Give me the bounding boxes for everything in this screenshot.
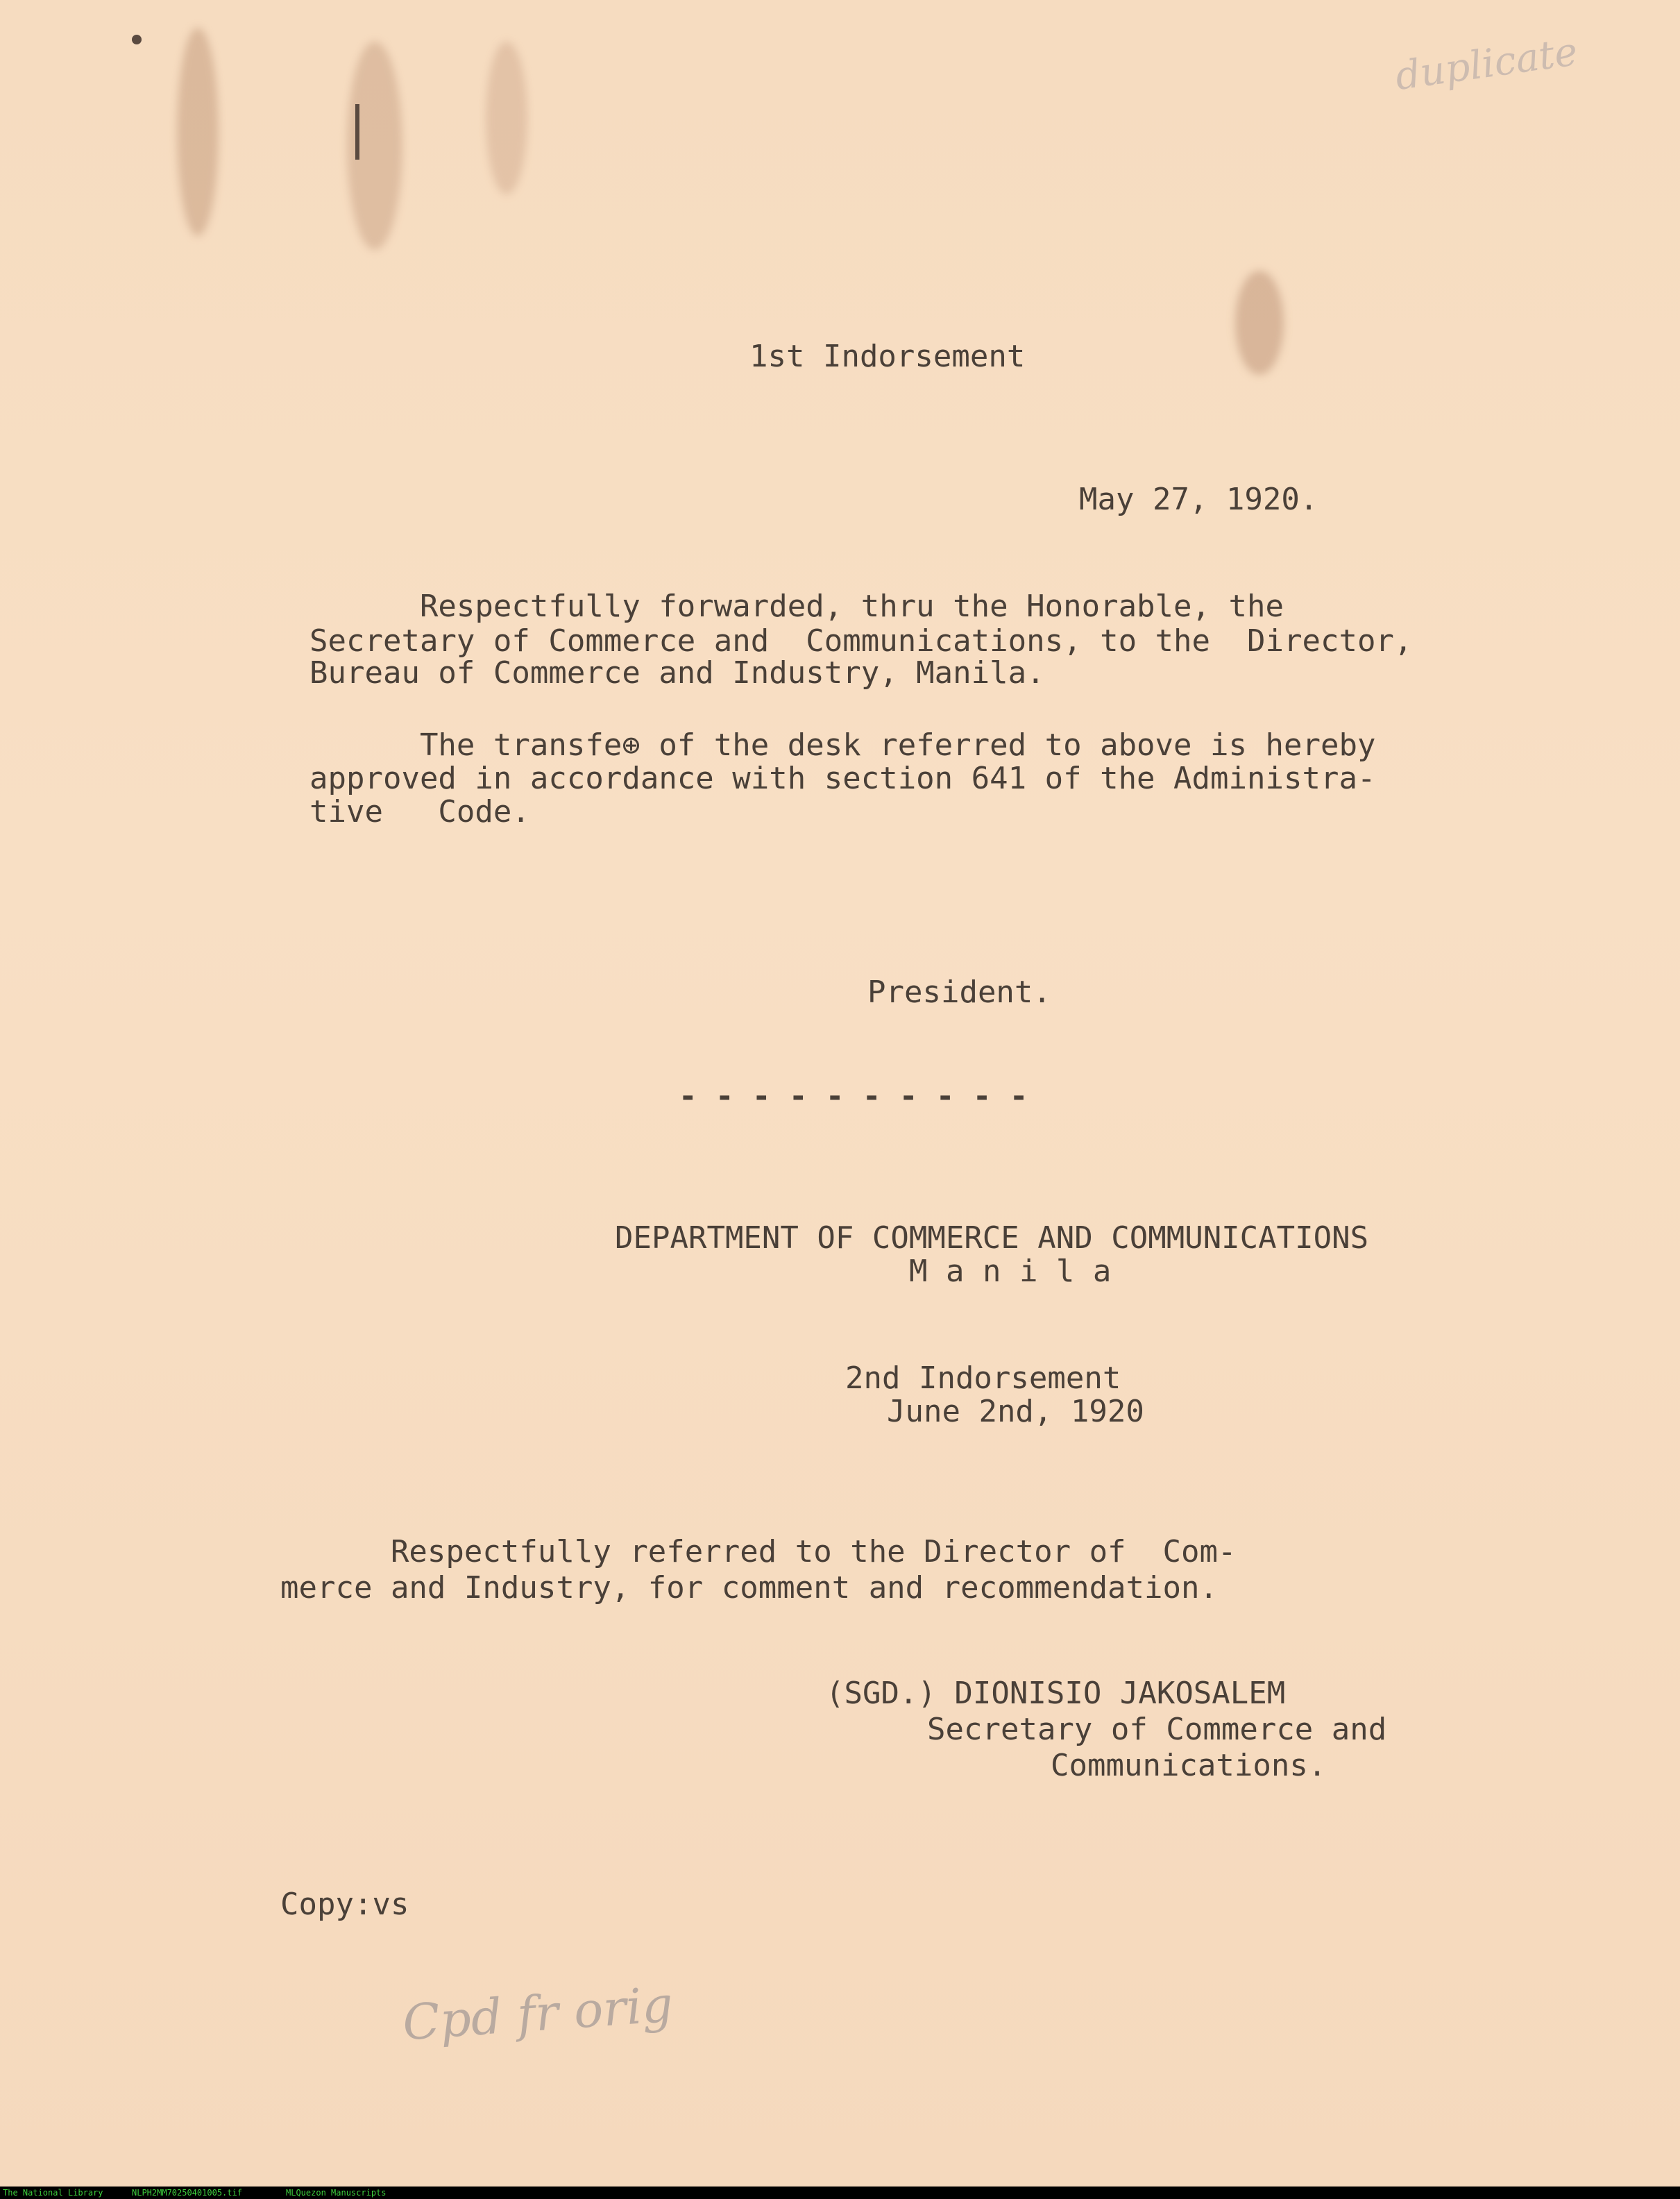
text-line: Respectfully referred to the Director of Com- (280, 1534, 1237, 1569)
footer-collection: MLQuezon Manuscripts (286, 2188, 387, 2198)
section-separator: - - - - - - - - - - (679, 1079, 1028, 1114)
footer-library: The National Library (3, 2188, 103, 2198)
indorsement-1-date: May 27, 1920. (1079, 482, 1318, 517)
copy-note: Copy:vs (280, 1887, 409, 1922)
department-city: M a n i l a (909, 1254, 1112, 1289)
text-line: Secretary of Commerce and Communications, to the Director, (309, 623, 1413, 659)
indorsement-2-date: June 2nd, 1920 (887, 1394, 1144, 1429)
binder-stain-left (177, 28, 219, 236)
handwritten-note-bottom: Cpd fr orig (400, 1975, 675, 2052)
archive-footer (0, 2187, 1680, 2199)
signer-title-line-1: Secretary of Commerce and (927, 1712, 1387, 1747)
footer-file: NLPH2MM70250401005.tif (132, 2188, 242, 2198)
text-line: Bureau of Commerce and Industry, Manila. (309, 655, 1045, 691)
text-line: The transfe⊕ of the desk referred to above is hereby (309, 727, 1376, 763)
department-heading: DEPARTMENT OF COMMERCE AND COMMUNICATIONS (615, 1220, 1369, 1256)
binder-stain-right (486, 42, 527, 194)
indorsement-1-title: 1st Indorsement (749, 339, 1026, 374)
text-line: merce and Industry, for comment and recommendation. (280, 1570, 1219, 1606)
punch-mark (132, 35, 142, 44)
text-line: tive Code. (309, 794, 530, 829)
ink-smudge (1235, 271, 1284, 375)
text-line: approved in accordance with section 641 of the Administra- (309, 761, 1376, 796)
signer-title-line-2: Communications. (1051, 1748, 1327, 1783)
staple-mark (355, 104, 359, 160)
indorsement-2-title: 2nd Indorsement (845, 1360, 1121, 1396)
signer-name: (SGD.) DIONISIO JAKOSALEM (826, 1676, 1286, 1711)
signature-title-president: President. (867, 975, 1051, 1010)
text-line: Respectfully forwarded, thru the Honorable, the (309, 589, 1284, 624)
handwritten-note-top: duplicate (1392, 28, 1581, 100)
